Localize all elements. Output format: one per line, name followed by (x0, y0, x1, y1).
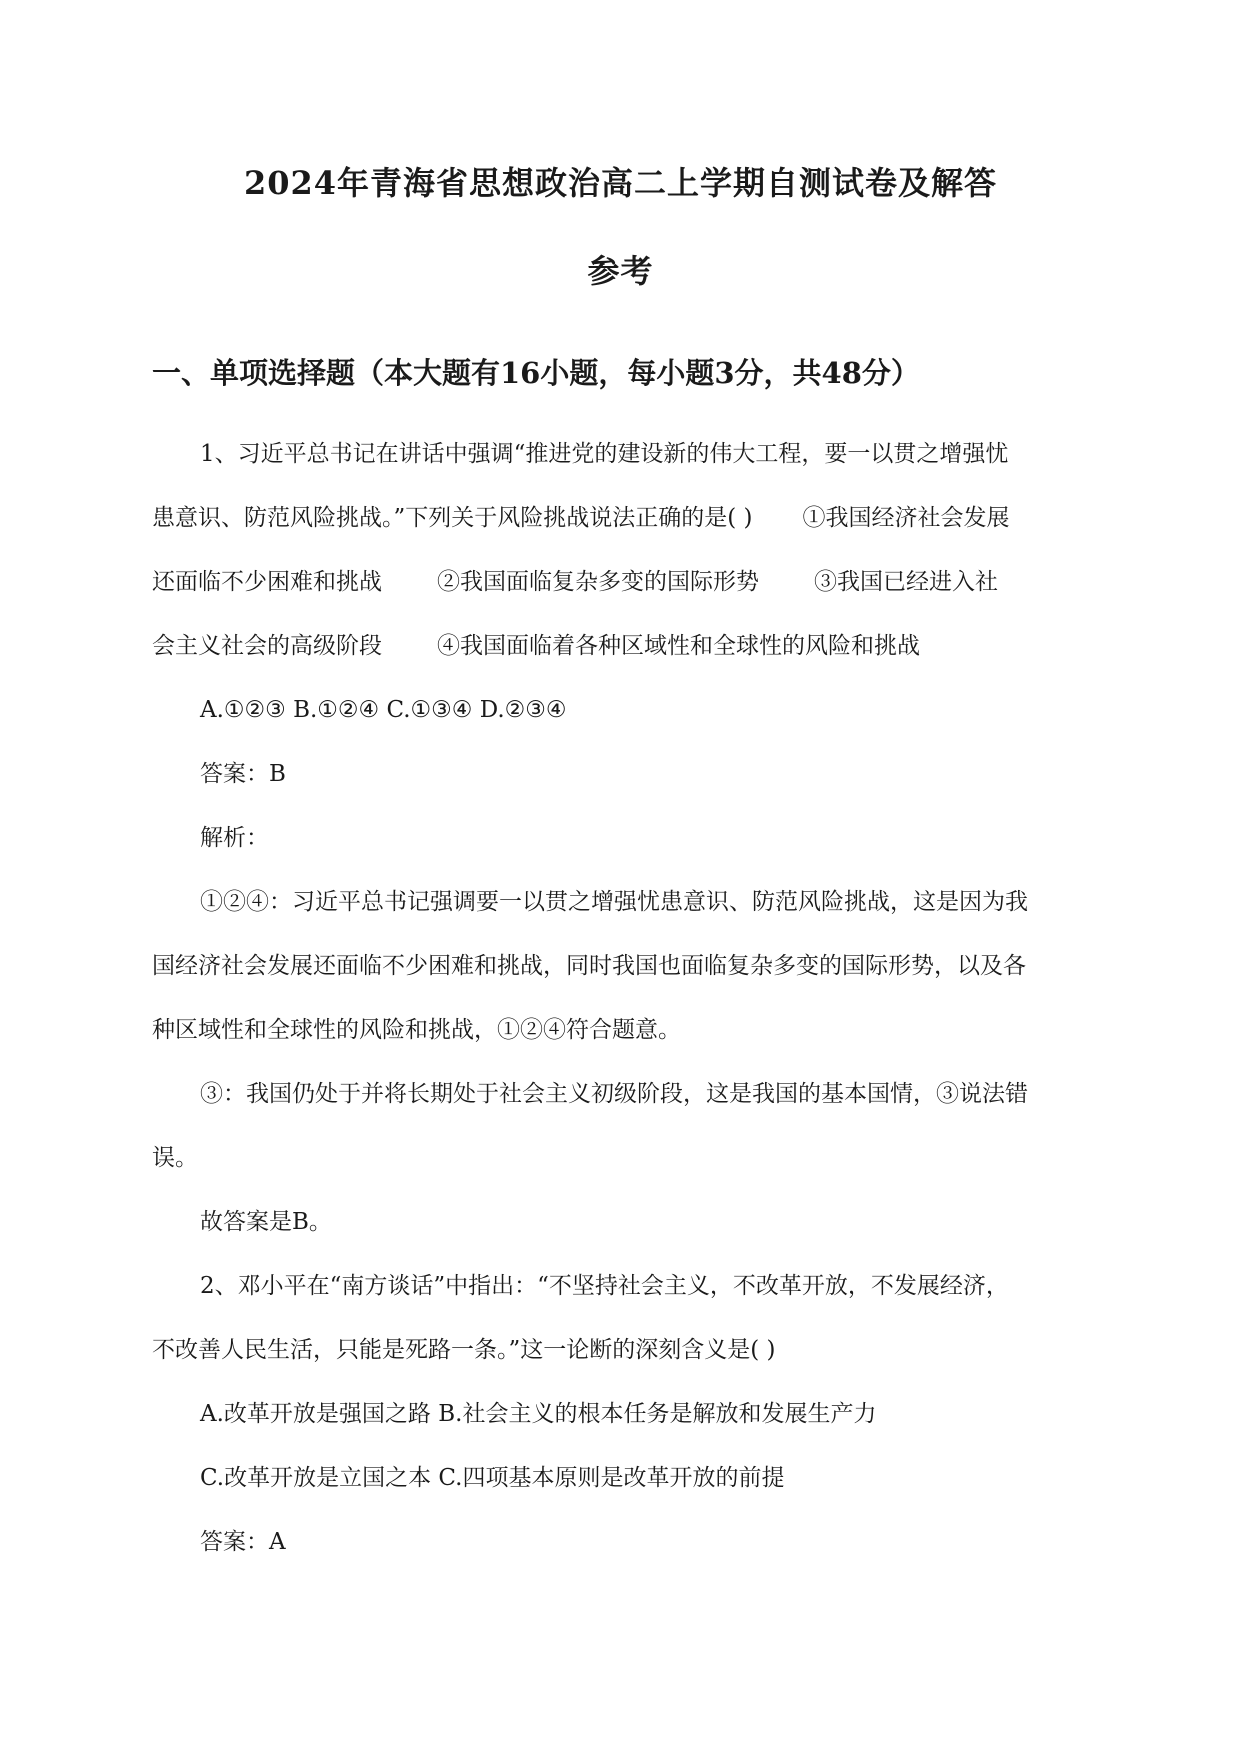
q1-stem-line4 (152, 631, 920, 661)
q2-choices-line2: C.改革开放是立国之本 C.四项基本原则是改革开放的前提 (200, 1465, 785, 1491)
q1-stem-line2-part1: 患意识、防范风险挑战。”下列关于风险挑战说法正确的是( ) (152, 505, 753, 531)
q1-stem-line3-part1: 还面临不少困难和挑战 (152, 569, 382, 595)
q1-analysis-p1-line2: 国经济社会发展还面临不少困难和挑战，同时我国也面临复杂多变的国际形势，以及各 (152, 953, 1026, 979)
q1-analysis-label: 解析： (200, 825, 269, 851)
q2-choices-line1: A.改革开放是强国之路 B.社会主义的根本任务是解放和发展生产力 (200, 1401, 877, 1427)
q1-stem-line1: 1、习近平总书记在讲话中强调“推进党的建设新的伟大工程，要一以贯之增强忧 (200, 441, 1009, 467)
q1-choices: A.①②③ B.①②④ C.①③④ D.②③④ (200, 697, 567, 723)
document-title-line2: 参考 (587, 252, 654, 290)
q1-answer: 答案：B (200, 761, 286, 787)
q1-conclusion: 故答案是B。 (200, 1209, 332, 1235)
q1-analysis-p1-line1: ①②④：习近平总书记强调要一以贯之增强忧患意识、防范风险挑战，这是因为我 (200, 889, 1028, 915)
document-title-line1: 2024年青海省思想政治高二上学期自测试卷及解答 (243, 164, 998, 202)
q1-stem-line2 (152, 503, 1010, 533)
q1-option-statement-1: ①我国经济社会发展 (802, 505, 1010, 531)
q2-stem-line1: 2、邓小平在“南方谈话”中指出：“不坚持社会主义，不改革开放，不发展经济， (200, 1273, 1009, 1299)
q1-analysis-p2-line1: ③：我国仍处于并将长期处于社会主义初级阶段，这是我国的基本国情，③说法错 (200, 1081, 1028, 1107)
q1-option-statement-2: ②我国面临复杂多变的国际形势 (437, 569, 759, 595)
q2-answer: 答案：A (200, 1529, 286, 1555)
q1-stem-line4-part1: 会主义社会的高级阶段 (152, 633, 382, 659)
q1-analysis-p2-line2: 误。 (152, 1145, 198, 1171)
q1-analysis-p1-line3: 种区域性和全球性的风险和挑战，①②④符合题意。 (152, 1017, 681, 1043)
section-heading: 一、单项选择题（本大题有16小题，每小题3分，共48分） (152, 356, 920, 390)
q1-stem-line3 (152, 567, 998, 597)
q1-option-statement-3: ③我国已经进入社 (814, 569, 998, 595)
q1-option-statement-4: ④我国面临着各种区域性和全球性的风险和挑战 (437, 633, 920, 659)
q2-stem-line2: 不改善人民生活，只能是死路一条。”这一论断的深刻含义是( ) (152, 1337, 776, 1363)
